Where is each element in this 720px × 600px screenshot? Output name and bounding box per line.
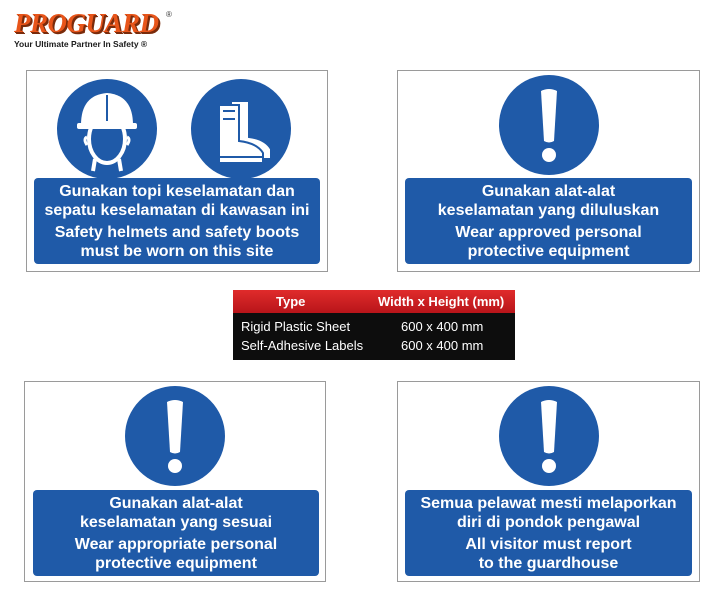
safety-boots-icon <box>191 79 291 179</box>
row-2-size: 600 x 400 mm <box>401 338 484 353</box>
english-line-2: to the guardhouse <box>478 554 619 572</box>
english-line-2: protective equipment <box>95 554 257 572</box>
header-size: Width x Height (mm) <box>378 294 505 309</box>
registered-mark: ® <box>166 10 172 19</box>
brand-tagline: Your Ultimate Partner In Safety ® <box>14 39 148 49</box>
exclamation-icon <box>499 75 599 175</box>
exclamation-icon <box>499 386 599 486</box>
sign-visitors-report <box>397 381 700 582</box>
helmet-icon <box>57 79 157 179</box>
sign-text-panel <box>33 490 319 576</box>
malay-line-1: Gunakan topi keselamatan dan <box>59 182 295 200</box>
malay-line-1: Gunakan alat-alat <box>109 494 243 512</box>
malay-line-2: keselamatan yang sesuai <box>79 513 273 531</box>
english-line-2: protective equipment <box>467 242 630 260</box>
english-line-1: Wear approved personal <box>455 223 642 241</box>
sign-text-panel <box>405 490 692 576</box>
sign-helmets-boots <box>26 70 328 272</box>
malay-line-1: Semua pelawat mesti melaporkan <box>420 494 677 512</box>
brand-name: PROGUARD <box>14 8 159 38</box>
malay-line-2: diri di pondok pengawal <box>456 513 641 531</box>
spec-table-header <box>233 290 515 313</box>
sign-approved-ppe <box>397 70 700 272</box>
sign-appropriate-ppe <box>24 381 326 582</box>
malay-line-2: sepatu keselamatan di kawasan ini <box>44 201 310 219</box>
row-2-type: Self-Adhesive Labels <box>241 338 364 353</box>
header-type: Type <box>276 294 306 309</box>
proguard-logo <box>14 8 194 52</box>
english-line-2: must be worn on this site <box>80 242 274 260</box>
exclamation-icon <box>125 386 225 486</box>
row-1-size: 600 x 400 mm <box>401 319 484 334</box>
malay-line-2: keselamatan yang diluluskan <box>437 201 660 219</box>
english-line-1: All visitor must report <box>465 535 632 553</box>
sign-text-panel <box>405 178 692 264</box>
spec-table <box>233 290 515 360</box>
sign-text-panel <box>34 178 320 264</box>
malay-line-1: Gunakan alat-alat <box>481 182 616 200</box>
english-line-1: Safety helmets and safety boots <box>54 223 300 241</box>
english-line-1: Wear appropriate personal <box>74 535 278 553</box>
row-1-type: Rigid Plastic Sheet <box>241 319 351 334</box>
